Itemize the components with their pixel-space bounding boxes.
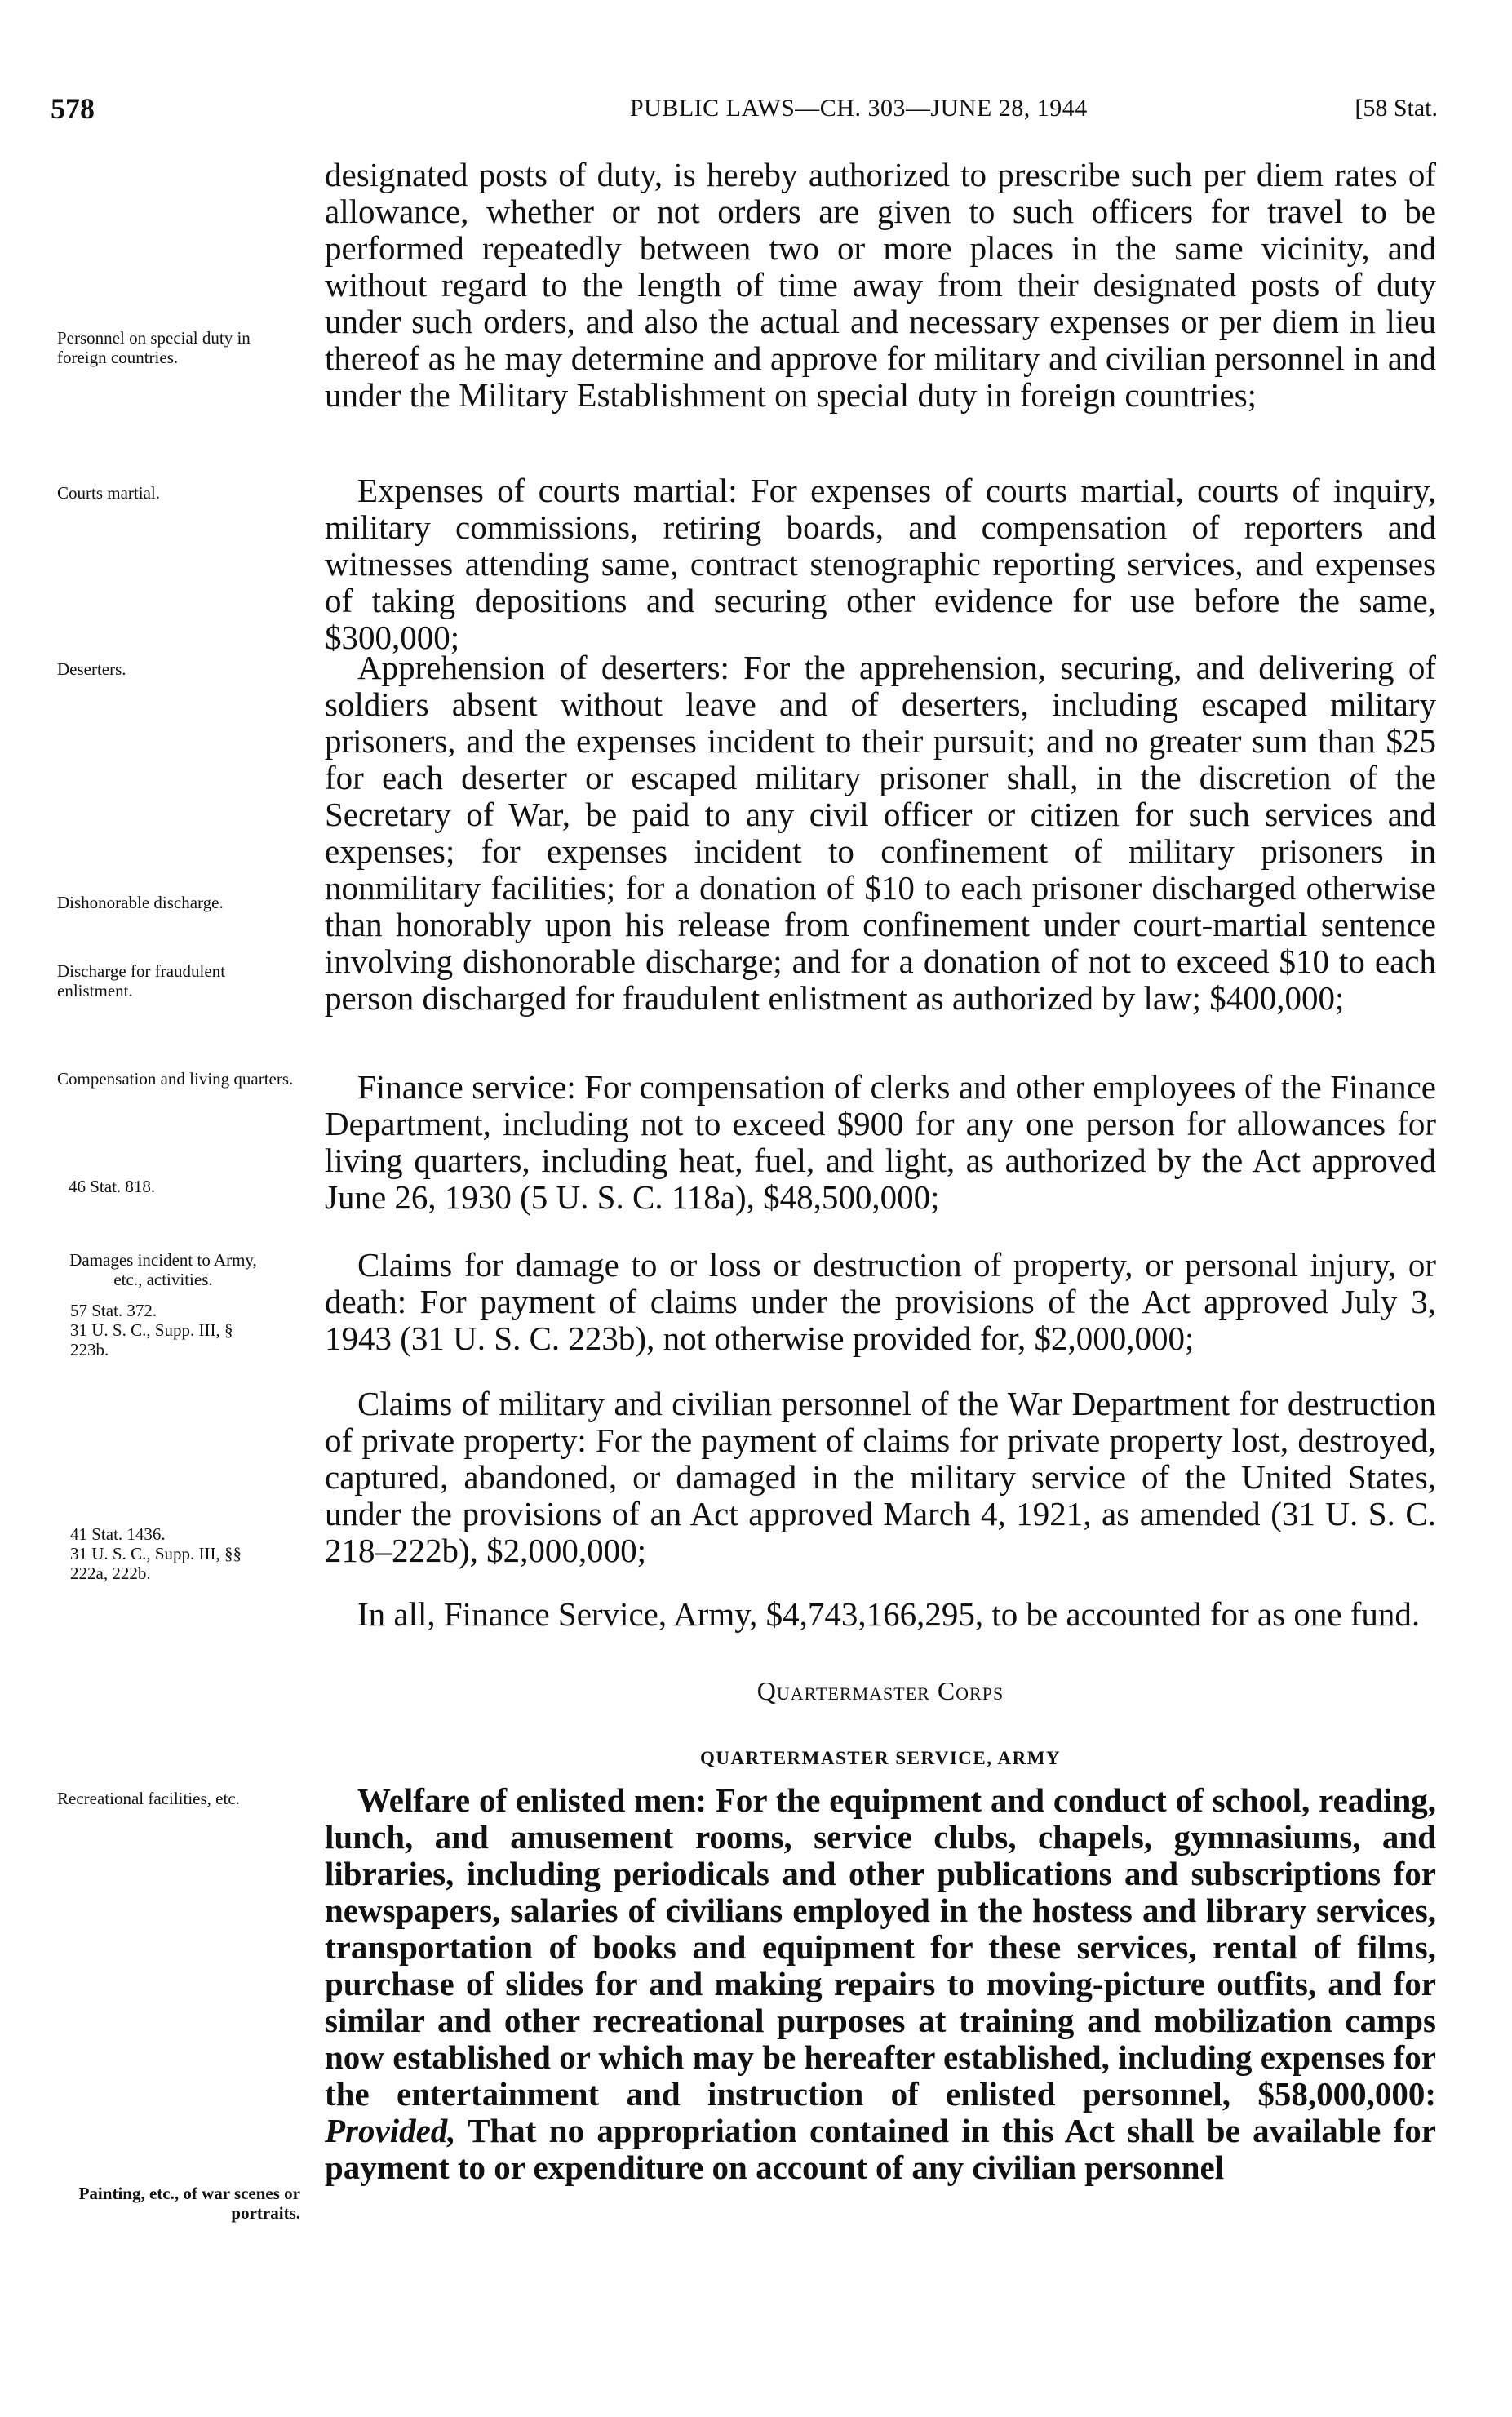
subsection-heading-quartermaster-service: QUARTERMASTER SERVICE, ARMY	[699, 1748, 1062, 1768]
paragraph-welfare-enlisted-men	[325, 1782, 1436, 2186]
welfare-text: Welfare of enlisted men: For the equipment and conduct of school, reading, lunch, and amusement rooms, service clubs, chapels, gymnasiums, and libraries, including periodicals and other publications and subscriptions for newspapers, salaries of civilians employed in the hostess and library services, transportation of books and equipment for these services, rental of films, purchase of slides for and making repairs to moving-picture outfits, and for similar and other recreational purposes at training and mobilization camps now established or which may be hereafter established, including expenses for the entertainment and instruction of enlisted personnel, $58,000,000:	[325, 1781, 1436, 2113]
margin-note-painting: Painting, etc., of war scenes or portraits.	[78, 2184, 300, 2223]
paragraph-in-all: In all, Finance Service, Army, $4,743,166,295, to be accounted for as one fund.	[357, 1595, 1421, 1633]
margin-note-fraudulent-enlistment: Discharge for fraudulent enlistment.	[57, 961, 226, 1000]
margin-note-courts-martial: Courts martial.	[57, 483, 160, 503]
margin-note-damages: Damages incident to Army, etc., activities.	[69, 1250, 257, 1289]
paragraph-claims-damage: Claims for damage to or loss or destruction of property, or personal injury, or death: For payment of claims under the provisions of the Act approved July 3, 1943 (31 U. S. C. 223b), not otherwise provided for, $2,000,000;	[325, 1246, 1436, 1357]
margin-note-41-stat: 41 Stat. 1436. 31 U. S. C., Supp. III, §§ 222a, 222b.	[70, 1524, 242, 1583]
paragraph-per-diem-continued: designated posts of duty, is hereby authorized to prescribe such per diem rates of allowance, whether or not orders are given to such officers for travel to be performed repeatedly between two or more places in the same vicinity, and without regard to the length of time away from their designated posts of duty under such orders, and also the actual and necessary expenses or per diem in lieu thereof as he may determine and approve for military and civilian personnel in and under the Military Establishment on special duty in foreign countries;	[325, 156, 1436, 414]
margin-note-deserters: Deserters.	[57, 659, 126, 679]
paragraph-finance-service: Finance service: For compensation of clerks and other employees of the Finance Department, including not to exceed $900 for any one person for allowances for living quarters, including heat, fuel, and light, as authorized by the Act approved June 26, 1930 (5 U. S. C. 118a), $48,500,000;	[325, 1068, 1436, 1216]
provided-keyword: Provided,	[325, 2112, 456, 2149]
margin-note-46-stat: 46 Stat. 818.	[69, 1177, 156, 1196]
running-head: PUBLIC LAWS—CH. 303—JUNE 28, 1944	[630, 95, 1088, 122]
page-header	[51, 91, 1438, 132]
section-heading-quartermaster-corps: Quartermaster Corps	[756, 1676, 1004, 1705]
margin-note-dishonorable-discharge: Dishonorable discharge.	[57, 893, 224, 912]
paragraph-claims-personnel: Claims of military and civilian personnel of the War Department for destruction of private property: For the payment of claims for private property lost, destroyed, captured, abandoned, or damaged in the military service of the United States, under the provisions of an Act approved March 4, 1921, as amended (31 U. S. C. 218–222b), $2,000,000;	[325, 1385, 1436, 1569]
margin-note-foreign-duty: Personnel on special duty in foreign countries.	[57, 328, 251, 367]
paragraph-courts-martial: Expenses of courts martial: For expenses of courts martial, courts of inquiry, military commissions, retiring boards, and compensation of reporters and witnesses attending same, contract stenographic reporting services, and expenses of taking depositions and securing other evidence for use before the same, $300,000;	[325, 472, 1436, 656]
margin-note-compensation: Compensation and living quarters.	[57, 1069, 294, 1089]
page-number: 578	[51, 92, 95, 125]
volume-citation: [58 Stat.	[1355, 95, 1438, 122]
provided-text: That no appropriation contained in this Act shall be available for payment to or expenditure on account of any civilian personnel	[325, 2112, 1436, 2186]
paragraph-deserters: Apprehension of deserters: For the apprehension, securing, and delivering of soldiers absent without leave and of deserters, including escaped military prisoners, and the expenses incident to their pursuit; and no greater sum than $25 for each deserter or escaped military prisoner shall, in the discretion of the Secretary of War, be paid to any civil officer or citizen for such services and expenses; for expenses incident to confinement of military prisoners in nonmilitary facilities; for a donation of $10 to each prisoner discharged otherwise than honorably upon his release from confinement under court-martial sentence involving dishonorable discharge; and for a donation of not to exceed $10 to each person discharged for fraudulent enlistment as authorized by law; $400,000;	[325, 649, 1436, 1017]
margin-note-57-stat: 57 Stat. 372. 31 U. S. C., Supp. III, § 223b.	[70, 1301, 233, 1359]
margin-note-recreational: Recreational facilities, etc.	[57, 1789, 240, 1808]
